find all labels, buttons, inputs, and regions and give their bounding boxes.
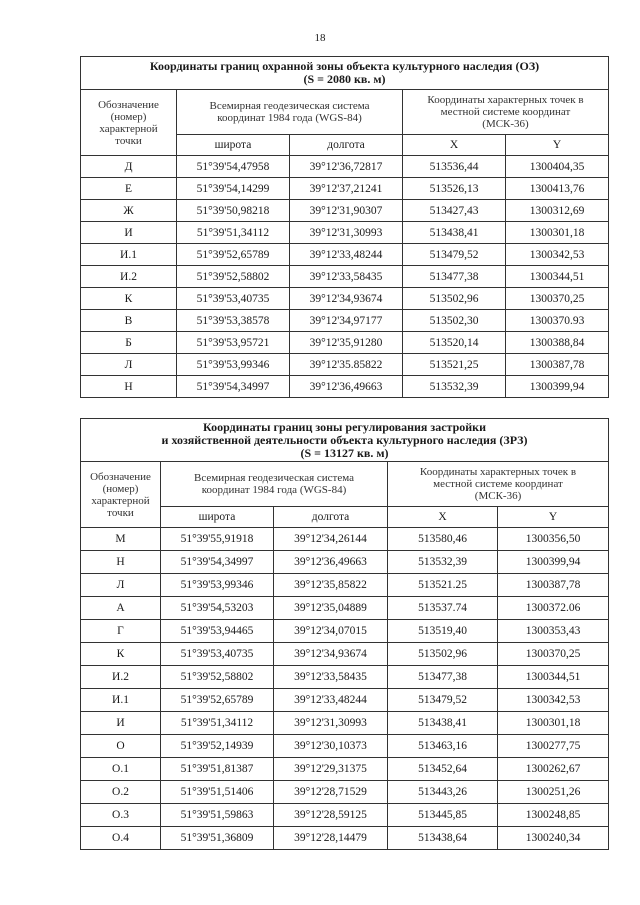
x-coordinate-cell: 513438,64 — [388, 827, 498, 850]
column-header-wgs84: Всемирная геодезическая система координат 1984 года (WGS-84) — [177, 90, 403, 135]
latitude-cell: 51°39'53,99346 — [177, 354, 290, 376]
longitude-cell: 39°12'35,04889 — [274, 597, 388, 620]
y-coordinate-cell: 1300356,50 — [498, 528, 609, 551]
longitude-cell: 39°12'36,49663 — [274, 551, 388, 574]
column-header-longitude: долгота — [274, 507, 388, 528]
table-row — [81, 689, 609, 712]
x-coordinate-cell: 513532,39 — [403, 376, 506, 398]
table-row — [81, 156, 609, 178]
longitude-cell: 39°12'28,14479 — [274, 827, 388, 850]
latitude-cell: 51°39'51,34112 — [161, 712, 274, 735]
table-row — [81, 804, 609, 827]
x-coordinate-cell: 513445,85 — [388, 804, 498, 827]
x-coordinate-cell: 513521,25 — [403, 354, 506, 376]
x-coordinate-cell: 513443,26 — [388, 781, 498, 804]
y-coordinate-cell: 1300312,69 — [506, 200, 609, 222]
latitude-cell: 51°39'54,47958 — [177, 156, 290, 178]
table-title: Координаты границ охранной зоны объекта культурного наследия (ОЗ) (S = 2080 кв. м) — [81, 57, 609, 90]
y-coordinate-cell: 1300387,78 — [498, 574, 609, 597]
table-row — [81, 528, 609, 551]
latitude-cell: 51°39'51,59863 — [161, 804, 274, 827]
table-row — [81, 376, 609, 398]
point-designation-cell: Б — [81, 332, 177, 354]
latitude-cell: 51°39'54,53203 — [161, 597, 274, 620]
page-number: 18 — [314, 32, 326, 44]
latitude-cell: 51°39'51,81387 — [161, 758, 274, 781]
table-row — [81, 288, 609, 310]
x-coordinate-cell: 513526,13 — [403, 178, 506, 200]
longitude-cell: 39°12'29,31375 — [274, 758, 388, 781]
y-coordinate-cell: 1300353,43 — [498, 620, 609, 643]
table-row — [81, 551, 609, 574]
development-regulation-zone-table — [80, 418, 609, 850]
table-row — [81, 574, 609, 597]
latitude-cell: 51°39'53,40735 — [177, 288, 290, 310]
table-row — [81, 354, 609, 376]
table-row — [81, 827, 609, 850]
table-row — [81, 735, 609, 758]
y-coordinate-cell: 1300387,78 — [506, 354, 609, 376]
longitude-cell: 39°12'36,49663 — [290, 376, 403, 398]
longitude-cell: 39°12'34,93674 — [274, 643, 388, 666]
x-coordinate-cell: 513580,46 — [388, 528, 498, 551]
point-designation-cell: Ж — [81, 200, 177, 222]
longitude-cell: 39°12'33,58435 — [290, 266, 403, 288]
longitude-cell: 39°12'35,91280 — [290, 332, 403, 354]
table-row — [81, 222, 609, 244]
y-coordinate-cell: 1300404,35 — [506, 156, 609, 178]
y-coordinate-cell: 1300248,85 — [498, 804, 609, 827]
latitude-cell: 51°39'54,34997 — [177, 376, 290, 398]
table-title: Координаты границ зоны регулирования застройки и хозяйственной деятельности объекта культурного наследия (ЗРЗ) (S = 13127 кв. м) — [81, 419, 609, 462]
x-coordinate-cell: 513502,96 — [388, 643, 498, 666]
longitude-cell: 39°12'33,48244 — [290, 244, 403, 266]
longitude-cell: 39°12'36,72817 — [290, 156, 403, 178]
longitude-cell: 39°12'34,97177 — [290, 310, 403, 332]
latitude-cell: 51°39'54,34997 — [161, 551, 274, 574]
column-header-y: Y — [498, 507, 609, 528]
point-designation-cell: И.2 — [81, 266, 177, 288]
point-designation-cell: О.2 — [81, 781, 161, 804]
y-coordinate-cell: 1300240,34 — [498, 827, 609, 850]
x-coordinate-cell: 513532,39 — [388, 551, 498, 574]
y-coordinate-cell: 1300342,53 — [498, 689, 609, 712]
column-header-msk36: Координаты характерных точек в местной системе координат (МСК-36) — [403, 90, 609, 135]
latitude-cell: 51°39'51,51406 — [161, 781, 274, 804]
longitude-cell: 39°12'31,30993 — [290, 222, 403, 244]
table-row — [81, 332, 609, 354]
table-row — [81, 666, 609, 689]
x-coordinate-cell: 513438,41 — [403, 222, 506, 244]
longitude-cell: 39°12'31,90307 — [290, 200, 403, 222]
latitude-cell: 51°39'55,91918 — [161, 528, 274, 551]
longitude-cell: 39°12'33,48244 — [274, 689, 388, 712]
longitude-cell: 39°12'31,30993 — [274, 712, 388, 735]
y-coordinate-cell: 1300399,94 — [506, 376, 609, 398]
table-row — [81, 712, 609, 735]
point-designation-cell: О.4 — [81, 827, 161, 850]
latitude-cell: 51°39'54,14299 — [177, 178, 290, 200]
latitude-cell: 51°39'52,14939 — [161, 735, 274, 758]
y-coordinate-cell: 1300301,18 — [506, 222, 609, 244]
point-designation-cell: Е — [81, 178, 177, 200]
column-header-x: X — [403, 135, 506, 156]
x-coordinate-cell: 513479,52 — [388, 689, 498, 712]
latitude-cell: 51°39'53,94465 — [161, 620, 274, 643]
table-row — [81, 178, 609, 200]
point-designation-cell: М — [81, 528, 161, 551]
point-designation-cell: Л — [81, 354, 177, 376]
y-coordinate-cell: 1300399,94 — [498, 551, 609, 574]
column-header-designation: Обозначение (номер) характерной точки — [81, 462, 161, 528]
table-row — [81, 643, 609, 666]
x-coordinate-cell: 513537.74 — [388, 597, 498, 620]
longitude-cell: 39°12'34,07015 — [274, 620, 388, 643]
x-coordinate-cell: 513536,44 — [403, 156, 506, 178]
x-coordinate-cell: 513477,38 — [388, 666, 498, 689]
point-designation-cell: А — [81, 597, 161, 620]
latitude-cell: 51°39'52,65789 — [177, 244, 290, 266]
longitude-cell: 39°12'35,85822 — [274, 574, 388, 597]
table-row — [81, 781, 609, 804]
longitude-cell: 39°12'35.85822 — [290, 354, 403, 376]
point-designation-cell: И.1 — [81, 244, 177, 266]
latitude-cell: 51°39'53,99346 — [161, 574, 274, 597]
column-header-msk36: Координаты характерных точек в местной системе координат (МСК-36) — [388, 462, 609, 507]
point-designation-cell: О.3 — [81, 804, 161, 827]
y-coordinate-cell: 1300344,51 — [498, 666, 609, 689]
table-row — [81, 200, 609, 222]
point-designation-cell: О.1 — [81, 758, 161, 781]
latitude-cell: 51°39'53,38578 — [177, 310, 290, 332]
column-header-y: Y — [506, 135, 609, 156]
point-designation-cell: И.2 — [81, 666, 161, 689]
x-coordinate-cell: 513502,96 — [403, 288, 506, 310]
y-coordinate-cell: 1300262,67 — [498, 758, 609, 781]
table-row — [81, 266, 609, 288]
longitude-cell: 39°12'28,59125 — [274, 804, 388, 827]
x-coordinate-cell: 513463,16 — [388, 735, 498, 758]
longitude-cell: 39°12'34,26144 — [274, 528, 388, 551]
latitude-cell: 51°39'53,95721 — [177, 332, 290, 354]
latitude-cell: 51°39'50,98218 — [177, 200, 290, 222]
longitude-cell: 39°12'37,21241 — [290, 178, 403, 200]
latitude-cell: 51°39'52,58802 — [177, 266, 290, 288]
latitude-cell: 51°39'51,36809 — [161, 827, 274, 850]
point-designation-cell: В — [81, 310, 177, 332]
column-header-latitude: широта — [161, 507, 274, 528]
x-coordinate-cell: 513438,41 — [388, 712, 498, 735]
x-coordinate-cell: 513477,38 — [403, 266, 506, 288]
longitude-cell: 39°12'30,10373 — [274, 735, 388, 758]
x-coordinate-cell: 513452,64 — [388, 758, 498, 781]
x-coordinate-cell: 513520,14 — [403, 332, 506, 354]
y-coordinate-cell: 1300370,25 — [506, 288, 609, 310]
table-row — [81, 244, 609, 266]
column-header-longitude: долгота — [290, 135, 403, 156]
point-designation-cell: Д — [81, 156, 177, 178]
y-coordinate-cell: 1300251,26 — [498, 781, 609, 804]
point-designation-cell: О — [81, 735, 161, 758]
y-coordinate-cell: 1300342,53 — [506, 244, 609, 266]
longitude-cell: 39°12'34,93674 — [290, 288, 403, 310]
point-designation-cell: Г — [81, 620, 161, 643]
longitude-cell: 39°12'28,71529 — [274, 781, 388, 804]
x-coordinate-cell: 513427,43 — [403, 200, 506, 222]
point-designation-cell: И — [81, 222, 177, 244]
latitude-cell: 51°39'52,65789 — [161, 689, 274, 712]
y-coordinate-cell: 1300301,18 — [498, 712, 609, 735]
y-coordinate-cell: 1300344,51 — [506, 266, 609, 288]
latitude-cell: 51°39'51,34112 — [177, 222, 290, 244]
latitude-cell: 51°39'53,40735 — [161, 643, 274, 666]
column-header-x: X — [388, 507, 498, 528]
point-designation-cell: К — [81, 643, 161, 666]
table-row — [81, 597, 609, 620]
column-header-latitude: широта — [177, 135, 290, 156]
point-designation-cell: Н — [81, 376, 177, 398]
table-row — [81, 620, 609, 643]
table-row — [81, 758, 609, 781]
protection-zone-table — [80, 56, 609, 398]
column-header-designation: Обозначение (номер) характерной точки — [81, 90, 177, 156]
point-designation-cell: И.1 — [81, 689, 161, 712]
x-coordinate-cell: 513502,30 — [403, 310, 506, 332]
y-coordinate-cell: 1300370,25 — [498, 643, 609, 666]
point-designation-cell: И — [81, 712, 161, 735]
y-coordinate-cell: 1300277,75 — [498, 735, 609, 758]
longitude-cell: 39°12'33,58435 — [274, 666, 388, 689]
x-coordinate-cell: 513521.25 — [388, 574, 498, 597]
table-row — [81, 310, 609, 332]
y-coordinate-cell: 1300370.93 — [506, 310, 609, 332]
y-coordinate-cell: 1300388,84 — [506, 332, 609, 354]
y-coordinate-cell: 1300413,76 — [506, 178, 609, 200]
point-designation-cell: Л — [81, 574, 161, 597]
column-header-wgs84: Всемирная геодезическая система координат 1984 года (WGS-84) — [161, 462, 388, 507]
point-designation-cell: К — [81, 288, 177, 310]
y-coordinate-cell: 1300372.06 — [498, 597, 609, 620]
latitude-cell: 51°39'52,58802 — [161, 666, 274, 689]
point-designation-cell: Н — [81, 551, 161, 574]
x-coordinate-cell: 513479,52 — [403, 244, 506, 266]
x-coordinate-cell: 513519,40 — [388, 620, 498, 643]
